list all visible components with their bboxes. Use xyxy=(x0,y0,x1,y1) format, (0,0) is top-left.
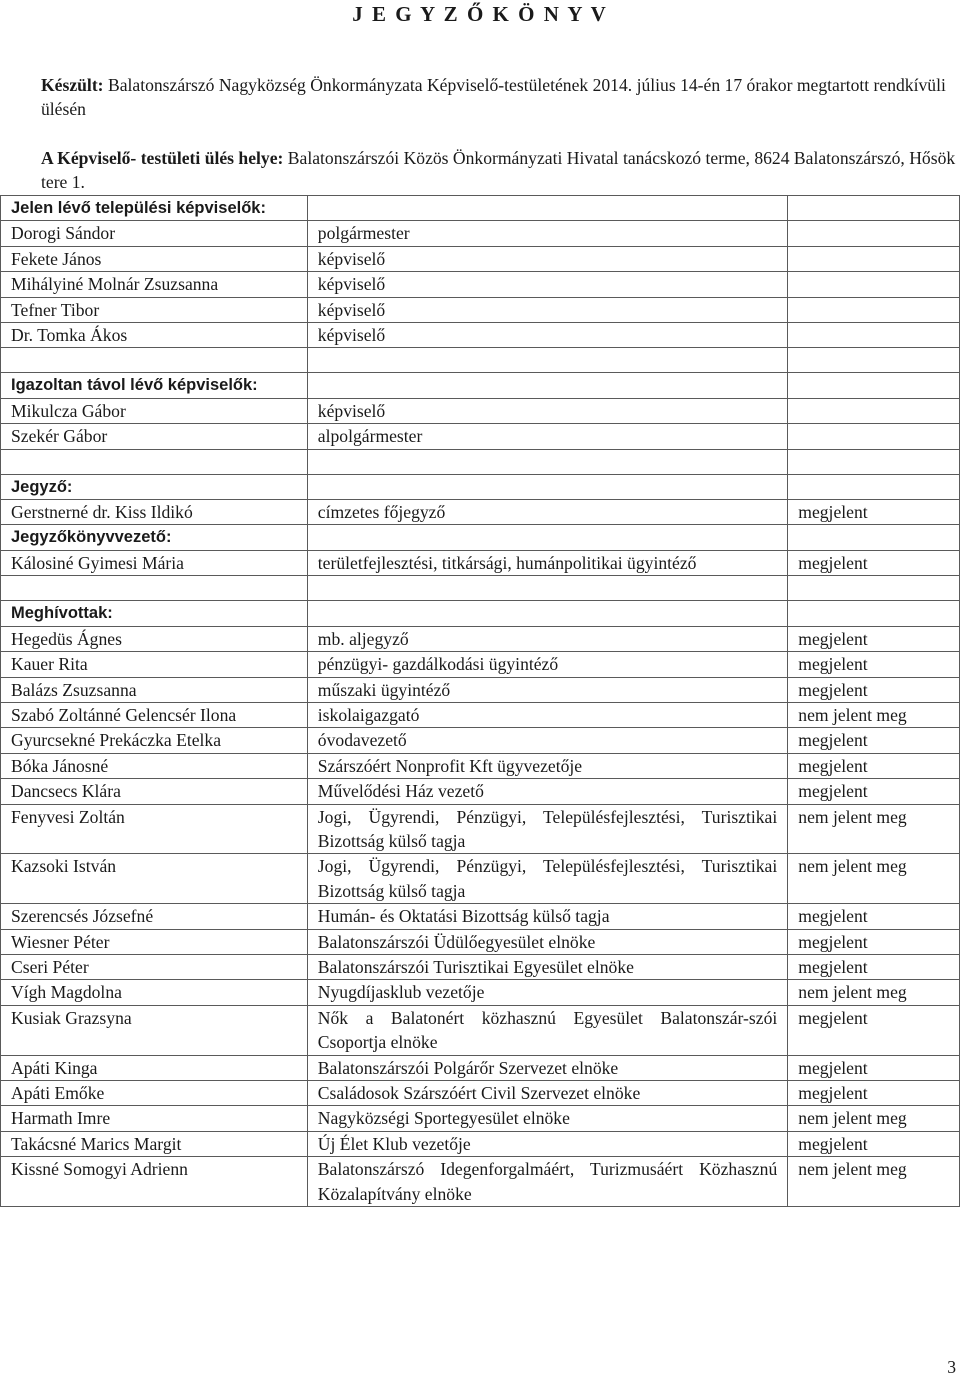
present-row xyxy=(1,323,960,348)
attendance-status: megjelent xyxy=(788,904,960,929)
invited-row xyxy=(1,954,960,979)
person-role: mb. aljegyző xyxy=(307,626,787,651)
page-number: 3 xyxy=(947,1357,956,1377)
section-header-row xyxy=(1,525,960,550)
person-role: Művelődési Ház vezető xyxy=(307,779,787,804)
person-role: Jogi, Ügyrendi, Pénzügyi, Településfejlesztési, Turisztikai Bizottság külső tagja xyxy=(307,854,787,904)
empty-cell xyxy=(307,474,787,499)
empty-cell xyxy=(307,348,787,373)
attendance-status: megjelent xyxy=(788,626,960,651)
person-role: Nyugdíjasklub vezetője xyxy=(307,980,787,1005)
invited-row xyxy=(1,753,960,778)
person-name: Dr. Tomka Ákos xyxy=(1,323,308,348)
attendance-status: megjelent xyxy=(788,753,960,778)
invited-row xyxy=(1,1081,960,1106)
person-name: Kálosiné Gyimesi Mária xyxy=(1,550,308,575)
attendance-status: nem jelent meg xyxy=(788,1106,960,1131)
prepared-text: Balatonszárszó Nagyközség Önkormányzata Képviselő-testületének 2014. július 14-én 17 órakor megtartott rendkívüli ülésén xyxy=(41,75,946,119)
empty-cell xyxy=(1,348,308,373)
recorder-heading: Jegyzőkönyvvezető: xyxy=(1,525,308,550)
person-role: Balatonszárszó Idegenforgalmáért, Turizmusáért Közhasznú Közalapítvány elnöke xyxy=(307,1157,787,1207)
person-role: Új Élet Klub vezetője xyxy=(307,1131,787,1156)
attendance-status: megjelent xyxy=(788,652,960,677)
attendance-status: megjelent xyxy=(788,728,960,753)
person-name: Harmath Imre xyxy=(1,1106,308,1131)
person-role: iskolaigazgató xyxy=(307,702,787,727)
empty-cell xyxy=(788,373,960,398)
present-row xyxy=(1,246,960,271)
invited-row xyxy=(1,1157,960,1207)
person-name: Balázs Zsuzsanna xyxy=(1,677,308,702)
person-role: területfejlesztési, titkársági, humánpolitikai ügyintéző xyxy=(307,550,787,575)
person-name: Kauer Rita xyxy=(1,652,308,677)
notary-heading: Jegyző: xyxy=(1,474,308,499)
person-name: Kusiak Grazsyna xyxy=(1,1005,308,1055)
invited-row xyxy=(1,1106,960,1131)
attendance-status xyxy=(788,246,960,271)
invited-row xyxy=(1,626,960,651)
empty-cell xyxy=(788,474,960,499)
invited-row xyxy=(1,1005,960,1055)
person-name: Fekete János xyxy=(1,246,308,271)
invited-row xyxy=(1,779,960,804)
attendance-status xyxy=(788,272,960,297)
person-role: műszaki ügyintéző xyxy=(307,677,787,702)
empty-cell xyxy=(307,576,787,601)
empty-cell xyxy=(307,373,787,398)
attendance-status xyxy=(788,297,960,322)
person-role: Balatonszárszói Polgárőr Szervezet elnöke xyxy=(307,1055,787,1080)
person-name: Szerencsés Józsefné xyxy=(1,904,308,929)
person-name: Apáti Emőke xyxy=(1,1081,308,1106)
attendance-status xyxy=(788,398,960,423)
prepared-label: Készült: xyxy=(41,75,104,95)
notary-row xyxy=(1,500,960,525)
person-name: Takácsné Marics Margit xyxy=(1,1131,308,1156)
section-header-row xyxy=(1,474,960,499)
invited-row xyxy=(1,854,960,904)
invited-row xyxy=(1,652,960,677)
attendance-status: megjelent xyxy=(788,1055,960,1080)
person-role: Balatonszárszói Turisztikai Egyesület elnöke xyxy=(307,954,787,979)
person-role: címzetes főjegyző xyxy=(307,500,787,525)
empty-cell xyxy=(1,449,308,474)
empty-cell xyxy=(307,196,787,221)
person-role: Szárszóért Nonprofit Kft ügyvezetője xyxy=(307,753,787,778)
person-name: Vígh Magdolna xyxy=(1,980,308,1005)
person-role: polgármester xyxy=(307,221,787,246)
invited-heading: Meghívottak: xyxy=(1,601,308,626)
attendance-status: nem jelent meg xyxy=(788,854,960,904)
empty-cell xyxy=(788,348,960,373)
absent-row xyxy=(1,424,960,449)
person-name: Cseri Péter xyxy=(1,954,308,979)
empty-cell xyxy=(788,196,960,221)
attendance-status xyxy=(788,424,960,449)
person-name: Hegedüs Ágnes xyxy=(1,626,308,651)
person-role: Balatonszárszói Üdülőegyesület elnöke xyxy=(307,929,787,954)
absent-heading: Igazoltan távol lévő képviselők: xyxy=(1,373,308,398)
invited-row xyxy=(1,1055,960,1080)
invited-row xyxy=(1,677,960,702)
person-name: Mihályiné Molnár Zsuzsanna xyxy=(1,272,308,297)
attendance-status: megjelent xyxy=(788,500,960,525)
invited-row xyxy=(1,904,960,929)
person-name: Gyurcsekné Prekáczka Etelka xyxy=(1,728,308,753)
present-row xyxy=(1,221,960,246)
person-name: Kazsoki István xyxy=(1,854,308,904)
empty-cell xyxy=(307,601,787,626)
section-header-row xyxy=(1,196,960,221)
person-name: Szekér Gábor xyxy=(1,424,308,449)
empty-cell xyxy=(788,576,960,601)
person-name: Dancsecs Klára xyxy=(1,779,308,804)
person-role: alpolgármester xyxy=(307,424,787,449)
attendance-status: megjelent xyxy=(788,677,960,702)
person-role: képviselő xyxy=(307,246,787,271)
person-role: Humán- és Oktatási Bizottság külső tagja xyxy=(307,904,787,929)
absent-row xyxy=(1,398,960,423)
person-name: Bóka Jánosné xyxy=(1,753,308,778)
person-name: Mikulcza Gábor xyxy=(1,398,308,423)
invited-row xyxy=(1,728,960,753)
person-role: Nők a Balatonért közhasznú Egyesület Balatonszár-szói Csoportja elnöke xyxy=(307,1005,787,1055)
person-name: Dorogi Sándor xyxy=(1,221,308,246)
spacer-row xyxy=(1,449,960,474)
venue-paragraph xyxy=(41,146,956,194)
empty-cell xyxy=(1,576,308,601)
attendance-status: megjelent xyxy=(788,779,960,804)
empty-cell xyxy=(788,449,960,474)
person-role: képviselő xyxy=(307,398,787,423)
section-header-row xyxy=(1,373,960,398)
document-title: J E G Y Z Ő K Ö N Y V xyxy=(352,2,608,26)
person-name: Wiesner Péter xyxy=(1,929,308,954)
attendance-status xyxy=(788,323,960,348)
recorder-row xyxy=(1,550,960,575)
attendance-status: nem jelent meg xyxy=(788,804,960,854)
present-row xyxy=(1,272,960,297)
attendance-status: megjelent xyxy=(788,1005,960,1055)
attendance-status: nem jelent meg xyxy=(788,1157,960,1207)
person-role: Jogi, Ügyrendi, Pénzügyi, Településfejlesztési, Turisztikai Bizottság külső tagja xyxy=(307,804,787,854)
person-role: képviselő xyxy=(307,297,787,322)
invited-row xyxy=(1,1131,960,1156)
person-role: Családosok Szárszóért Civil Szervezet elnöke xyxy=(307,1081,787,1106)
person-role: képviselő xyxy=(307,323,787,348)
present-row xyxy=(1,297,960,322)
person-role: képviselő xyxy=(307,272,787,297)
attendance-status xyxy=(788,221,960,246)
person-role: óvodavezető xyxy=(307,728,787,753)
attendance-status: megjelent xyxy=(788,550,960,575)
empty-cell xyxy=(788,601,960,626)
person-name: Apáti Kinga xyxy=(1,1055,308,1080)
present-heading: Jelen lévő települési képviselők: xyxy=(1,196,308,221)
attendance-status: megjelent xyxy=(788,1131,960,1156)
attendance-status: megjelent xyxy=(788,929,960,954)
venue-text: Balatonszárszói Közös Önkormányzati Hivatal tanácskozó terme, 8624 Balatonszárszó, Hősök tere 1. xyxy=(41,148,956,192)
person-name: Kissné Somogyi Adrienn xyxy=(1,1157,308,1207)
attendance-status: nem jelent meg xyxy=(788,702,960,727)
person-name: Gerstnerné dr. Kiss Ildikó xyxy=(1,500,308,525)
venue-label: A Képviselő- testületi ülés helye: xyxy=(41,148,284,168)
invited-row xyxy=(1,980,960,1005)
empty-cell xyxy=(788,525,960,550)
person-name: Fenyvesi Zoltán xyxy=(1,804,308,854)
prepared-paragraph xyxy=(41,73,956,121)
person-role: pénzügyi- gazdálkodási ügyintéző xyxy=(307,652,787,677)
invited-row xyxy=(1,929,960,954)
invited-row xyxy=(1,702,960,727)
person-role: Nagyközségi Sportegyesület elnöke xyxy=(307,1106,787,1131)
attendance-status: megjelent xyxy=(788,1081,960,1106)
empty-cell xyxy=(307,449,787,474)
spacer-row xyxy=(1,576,960,601)
empty-cell xyxy=(307,525,787,550)
attendance-table xyxy=(0,195,960,1207)
person-name: Szabó Zoltánné Gelencsér Ilona xyxy=(1,702,308,727)
person-name: Tefner Tibor xyxy=(1,297,308,322)
section-header-row xyxy=(1,601,960,626)
spacer-row xyxy=(1,348,960,373)
attendance-status: megjelent xyxy=(788,954,960,979)
invited-row xyxy=(1,804,960,854)
attendance-status: nem jelent meg xyxy=(788,980,960,1005)
